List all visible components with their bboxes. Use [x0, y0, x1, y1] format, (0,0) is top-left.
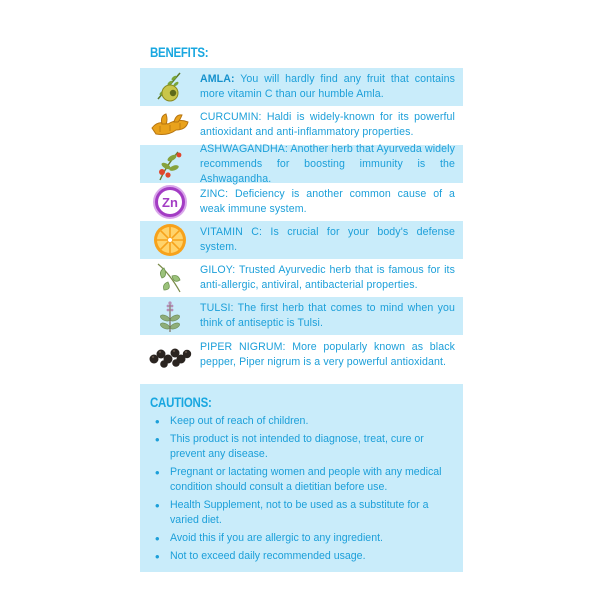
benefit-desc: Haldi is widely-known for its powerful antioxidant and anti-inflammatory properties. — [200, 111, 455, 138]
caution-item: • Health Supplement, not to be used as a substitute for a varied diet. — [155, 498, 455, 528]
benefit-desc: Another herb that Ayurveda widely recommends for boosting immunity is the Ashwagandha. — [200, 142, 455, 185]
benefit-row-ashwagandha — [140, 142, 463, 185]
caution-item: • Keep out of reach of children. — [155, 414, 455, 429]
benefit-desc: Is crucial for your body's defense system. — [200, 226, 455, 253]
benefit-desc: Deficiency is another common cause of a weak immune system. — [200, 188, 455, 215]
orange-slice-icon — [140, 221, 200, 259]
benefit-name: ZINC: — [200, 188, 229, 200]
cautions-heading: CAUTIONS: — [150, 394, 212, 410]
benefits-heading: BENEFITS: — [150, 44, 209, 60]
benefit-row-piper-nigrum — [140, 336, 463, 374]
benefit-text-tulsi — [200, 301, 463, 331]
benefit-desc: Trusted Ayurvedic herb that is famous for its anti-allergic, antiviral, antibacterial properties. — [200, 264, 455, 291]
benefit-row-tulsi — [140, 297, 463, 335]
zinc-badge-icon — [140, 183, 200, 221]
turmeric-root-icon — [140, 106, 200, 144]
caution-item: • Not to exceed daily recommended usage. — [155, 549, 455, 564]
benefit-desc: You will hardly find any fruit that contains more vitamin C than our humble Amla. — [200, 73, 455, 100]
benefit-name: ASHWAGANDHA: — [200, 142, 288, 155]
benefit-name: CURCUMIN: — [200, 111, 262, 123]
benefit-text-ashwagandha — [200, 142, 463, 187]
benefit-text-giloy — [200, 263, 463, 293]
benefit-row-vitamin-c — [140, 221, 463, 259]
benefit-row-giloy — [140, 259, 463, 297]
zinc-badge-text: Zn — [162, 195, 178, 210]
benefit-name: TULSI: — [200, 302, 234, 314]
tulsi-plant-icon — [140, 297, 200, 335]
benefit-text-piper-nigrum — [200, 340, 463, 370]
amla-fruit-icon — [140, 68, 200, 106]
giloy-leaf-icon — [140, 259, 200, 297]
caution-item: • This product is not intended to diagnose, treat, cure or prevent any disease. — [155, 432, 455, 462]
black-pepper-icon — [140, 336, 200, 374]
benefit-name: VITAMIN C: — [200, 226, 263, 238]
benefit-name: PIPER NIGRUM: — [200, 341, 286, 353]
benefit-name: AMLA: — [200, 73, 235, 85]
cautions-list — [155, 414, 455, 567]
benefit-desc: More popularly known as black pepper, Piper nigrum is a very powerful antioxidant. — [200, 341, 455, 368]
benefit-row-curcumin — [140, 106, 463, 144]
benefit-row-zinc — [140, 183, 463, 221]
benefit-text-vitamin-c — [200, 225, 463, 255]
caution-item: • Pregnant or lactating women and people with any medical condition should consult a dietitian before use. — [155, 465, 455, 495]
benefit-name: GILOY: — [200, 264, 236, 276]
benefit-text-amla — [200, 72, 463, 102]
benefit-text-zinc — [200, 187, 463, 217]
benefit-text-curcumin — [200, 110, 463, 140]
caution-item: • Avoid this if you are allergic to any ingredient. — [155, 531, 455, 546]
benefit-row-amla — [140, 68, 463, 106]
ashwagandha-herb-icon — [140, 145, 200, 183]
benefit-desc: The first herb that comes to mind when you think of antiseptic is Tulsi. — [200, 302, 455, 329]
